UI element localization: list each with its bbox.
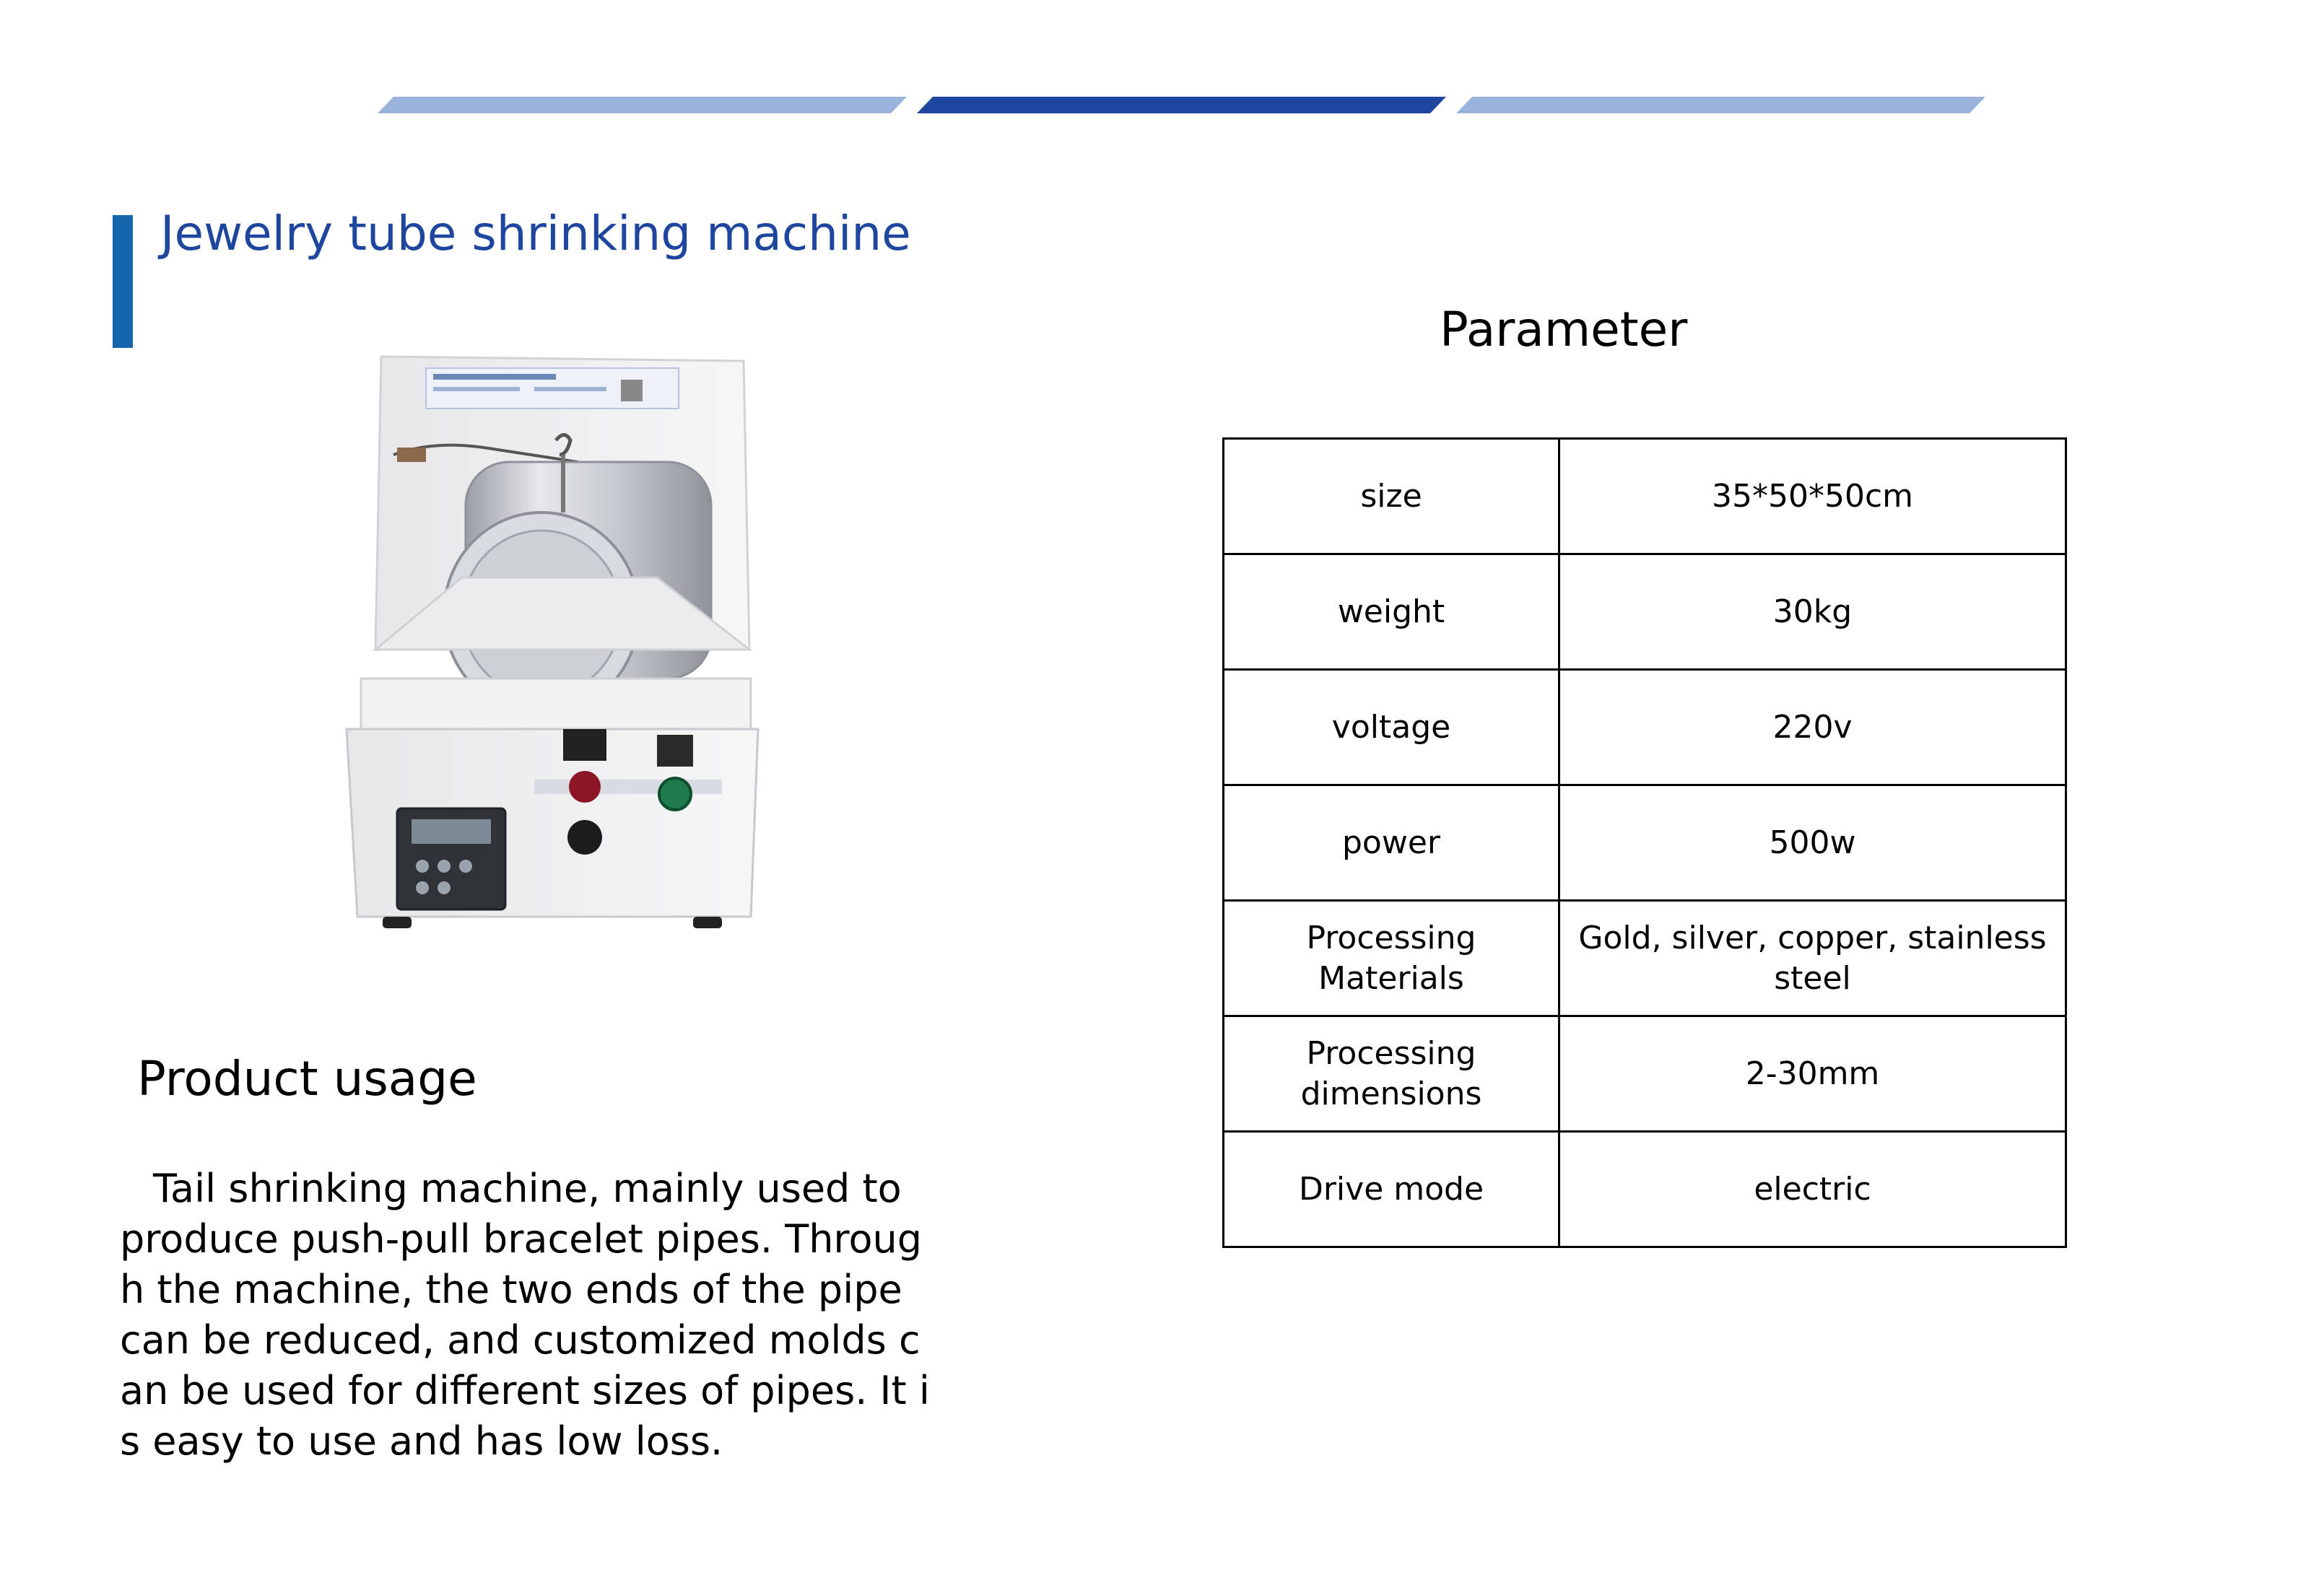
param-value: 500w — [1559, 785, 2066, 901]
table-row — [1224, 1016, 2066, 1132]
table-row — [1224, 901, 2066, 1016]
header-bar-middle — [917, 97, 1446, 113]
param-value: 2-30mm — [1559, 1016, 2066, 1132]
param-label: weight — [1224, 554, 1559, 670]
parameter-heading: Parameter — [1440, 302, 1688, 357]
param-value: electric — [1559, 1132, 2066, 1247]
param-label: voltage — [1224, 670, 1559, 785]
table-row — [1224, 670, 2066, 785]
table-row — [1224, 1132, 2066, 1247]
param-label: Drive mode — [1224, 1132, 1559, 1247]
usage-heading: Product usage — [137, 1051, 477, 1107]
title-accent-bar — [113, 215, 133, 348]
param-value: Gold, silver, copper, stainless steel — [1559, 901, 2066, 1016]
table-row — [1224, 439, 2066, 554]
param-label: Processing dimensions — [1224, 1016, 1559, 1132]
machine-photo-icon — [318, 339, 765, 953]
page-title: Jewelry tube shrinking machine — [160, 206, 911, 261]
param-label: power — [1224, 785, 1559, 901]
usage-description: Tail shrinking machine, mainly used to produce push-pull bracelet pipes. Through the machine, the two ends of the pipe can be reduced, and customized molds can be used for different sizes of pipes. It is easy to use and has low loss. — [120, 1166, 930, 1464]
table-row — [1224, 554, 2066, 670]
param-value: 30kg — [1559, 554, 2066, 670]
parameter-table — [1222, 437, 2067, 1248]
header-bar-right — [1456, 97, 1985, 113]
param-value: 220v — [1559, 670, 2066, 785]
param-value: 35*50*50cm — [1559, 439, 2066, 554]
param-label: Processing Materials — [1224, 901, 1559, 1016]
header-bar-left — [378, 97, 907, 113]
table-row — [1224, 785, 2066, 901]
param-label: size — [1224, 439, 1559, 554]
